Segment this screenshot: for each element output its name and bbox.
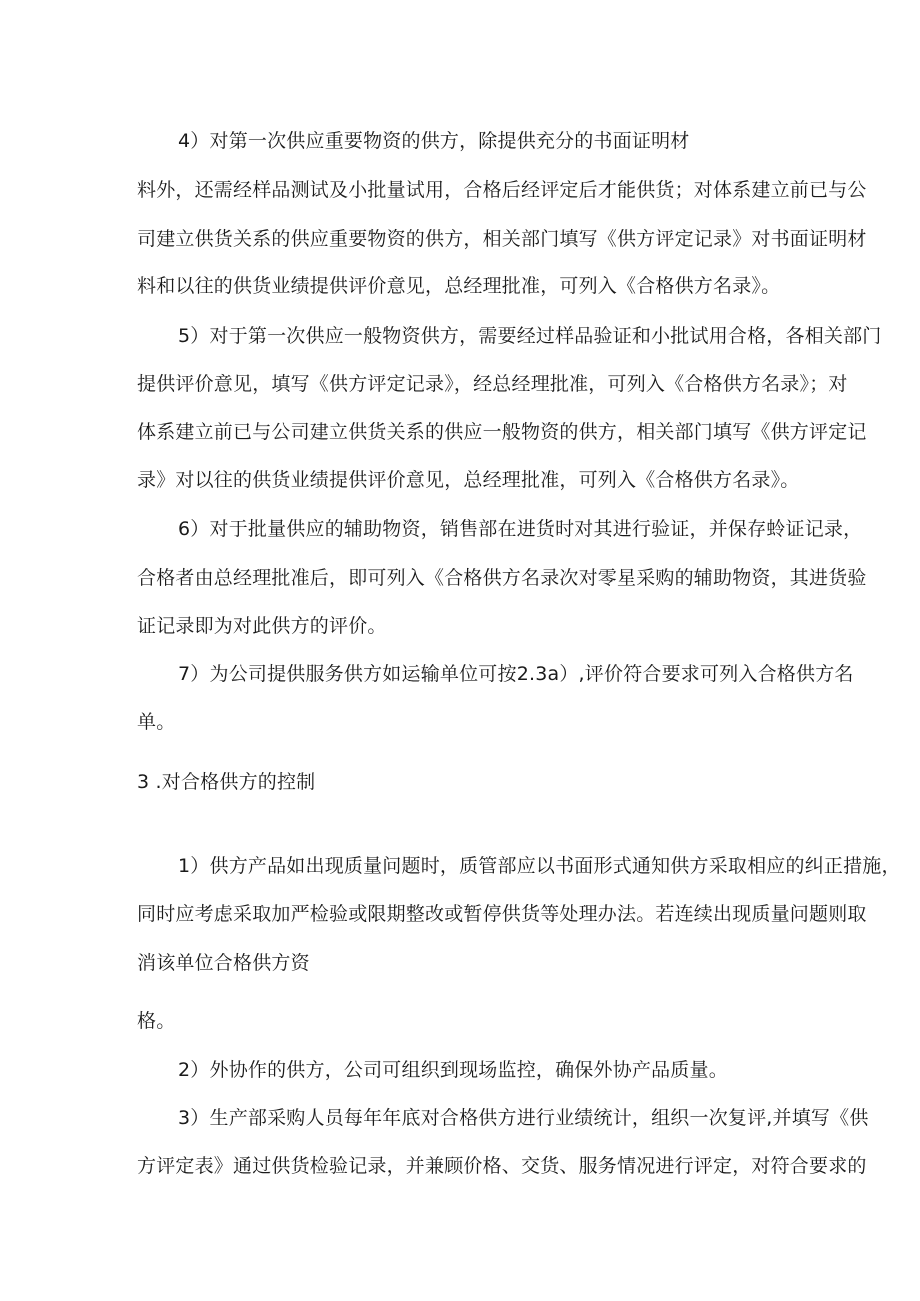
control-2-line-1: 2）外协作的供方，公司可组织到现场监控，确保外协产品质量。 — [178, 1059, 728, 1081]
para-4-line-4: 料和以往的供货业绩提供评价意见，总经理批准，可列入《合格供方名录》。 — [137, 275, 781, 297]
control-3-line-2: 方评定表》通过供货检验记录，并兼顾价格、交货、服务情况进行评定，对符合要求的 — [137, 1155, 867, 1177]
section-heading: 3 .对合格供方的控制 — [137, 771, 316, 793]
control-3-line-1: 3）生产部采购人员每年年底对合格供方进行业绩统计，组织一次复评,并填写《供 — [178, 1107, 869, 1129]
para-7-line-2: 单。 — [137, 711, 176, 733]
para-5-line-1: 5）对于第一次供应一般物资供方，需要经过样品验证和小批试用合格，各相关部门 — [178, 325, 882, 347]
para-6-line-3: 证记录即为对此供方的评价。 — [137, 615, 387, 637]
para-4-line-3: 司建立供货关系的供应重要物资的供方，相关部门填写《供方评定记录》对书面证明材 — [137, 228, 867, 250]
para-6-line-1: 6）对于批量供应的辅助物资，销售部在进货时对其进行验证，并保存蛉证记录， — [178, 518, 863, 540]
para-4-line-1: 4）对第一次供应重要物资的供方，除提供充分的书面证明材 — [178, 130, 690, 152]
para-5-line-3: 体系建立前已与公司建立供货关系的供应一般物资的供方，相关部门填写《供方评定记 — [137, 421, 867, 443]
para-5-line-2: 提供评价意见，填写《供方评定记录》，经总经理批准，可列入《合格供方名录》；对 — [137, 373, 848, 395]
para-7-line-1: 7）为公司提供服务供方如运输单位可按2.3a）,评价符合要求可列入合格供方名 — [178, 663, 854, 685]
para-6-line-2: 合格者由总经理批准后，即可列入《合格供方名录次对零星采购的辅助物资，其进货验 — [137, 567, 867, 589]
control-1-line-2: 同时应考虑采取加严检验或限期整改或暂停供货等处理办法。若连续出现质量问题则取 — [137, 903, 867, 925]
para-4-line-2: 料外，还需经样品测试及小批量试用，合格后经评定后才能供货；对体系建立前已与公 — [137, 179, 867, 201]
control-1-line-1: 1）供方产品如出现质量问题时，质管部应以书面形式通知供方采取相应的纠正措施， — [178, 855, 901, 877]
control-1-line-3: 消该单位合格供方资 — [137, 952, 310, 974]
para-5-line-4: 录》对以往的供货业绩提供评价意见，总经理批准，可列入《合格供方名录》。 — [137, 469, 800, 491]
control-1-line-4: 格。 — [137, 1010, 176, 1032]
